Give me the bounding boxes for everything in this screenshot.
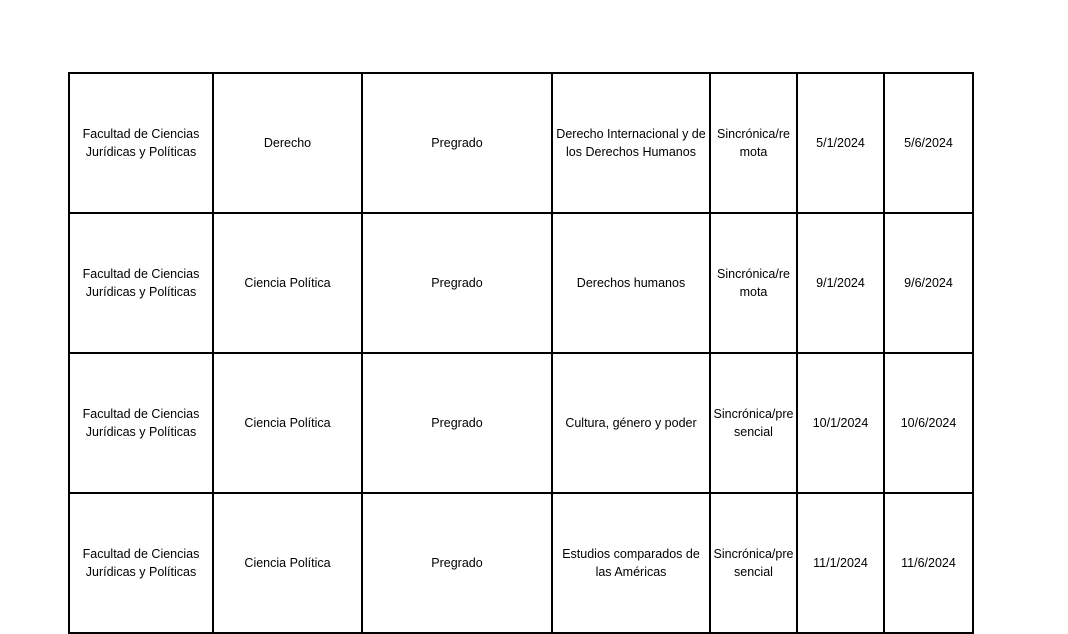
course-cell: Derecho Internacional y de los Derechos Humanos: [552, 73, 710, 213]
start-date-cell: 11/1/2024: [797, 493, 884, 633]
faculty-cell: Facultad de Ciencias Jurídicas y Políticas: [69, 353, 213, 493]
program-cell: Ciencia Política: [213, 353, 362, 493]
spreadsheet-page: [68, 72, 972, 634]
level-cell: Pregrado: [362, 73, 552, 213]
end-date-cell: 9/6/2024: [884, 213, 973, 353]
end-date-cell: 10/6/2024: [884, 353, 973, 493]
start-date-cell: 10/1/2024: [797, 353, 884, 493]
program-cell: Ciencia Política: [213, 493, 362, 633]
table-row: [69, 493, 973, 633]
level-cell: Pregrado: [362, 353, 552, 493]
modality-cell: Sincrónica/pre sencial: [710, 493, 797, 633]
courses-table: [68, 72, 974, 634]
start-date-cell: 5/1/2024: [797, 73, 884, 213]
end-date-cell: 5/6/2024: [884, 73, 973, 213]
level-cell: Pregrado: [362, 213, 552, 353]
faculty-cell: Facultad de Ciencias Jurídicas y Políticas: [69, 493, 213, 633]
faculty-cell: Facultad de Ciencias Jurídicas y Políticas: [69, 73, 213, 213]
program-cell: Derecho: [213, 73, 362, 213]
start-date-cell: 9/1/2024: [797, 213, 884, 353]
table-row: [69, 213, 973, 353]
level-cell: Pregrado: [362, 493, 552, 633]
course-cell: Estudios comparados de las Américas: [552, 493, 710, 633]
program-cell: Ciencia Política: [213, 213, 362, 353]
course-cell: Cultura, género y poder: [552, 353, 710, 493]
modality-cell: Sincrónica/pre sencial: [710, 353, 797, 493]
faculty-cell: Facultad de Ciencias Jurídicas y Políticas: [69, 213, 213, 353]
course-cell: Derechos humanos: [552, 213, 710, 353]
end-date-cell: 11/6/2024: [884, 493, 973, 633]
modality-cell: Sincrónica/re mota: [710, 213, 797, 353]
modality-cell: Sincrónica/re mota: [710, 73, 797, 213]
table-row: [69, 353, 973, 493]
table-row: [69, 73, 973, 213]
